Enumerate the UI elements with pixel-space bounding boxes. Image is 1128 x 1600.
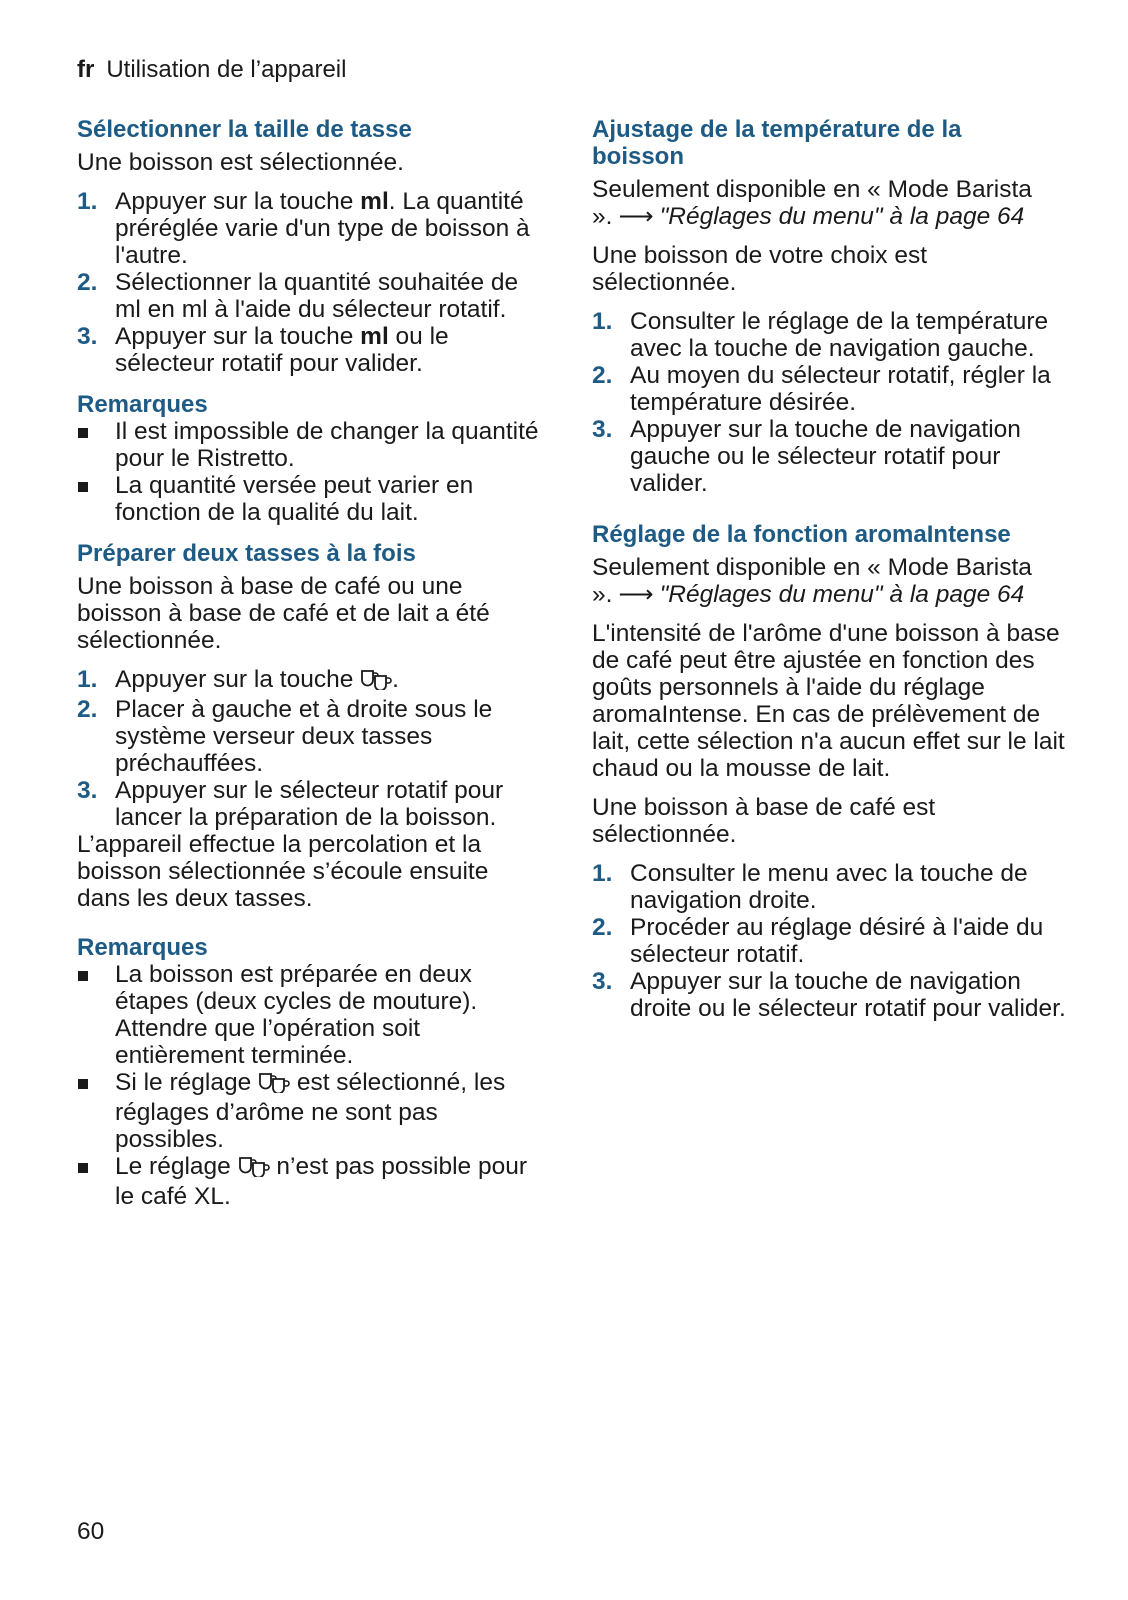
step-text: Appuyer sur la touche de navigation gauche ou le sélecteur rotatif pour valider. <box>630 416 1021 497</box>
step-number: 2. <box>592 362 613 389</box>
step-text: Procéder au réglage désiré à l'aide du sélecteur rotatif. <box>630 914 1044 968</box>
step-item <box>77 269 547 323</box>
ml-key-label: ml <box>360 323 389 350</box>
notes-list <box>77 418 547 526</box>
bullet-square-icon <box>78 1163 88 1173</box>
left-column <box>77 116 547 1224</box>
right-column <box>592 116 1067 1036</box>
note-item <box>77 472 547 526</box>
note-text: Si le réglage <box>115 1069 259 1096</box>
step-text: . <box>392 666 399 693</box>
step-text: . La quantité préréglée varie d'un type de boisson à l'autre. <box>115 188 530 269</box>
arrow-right-icon: ⟶ <box>618 203 654 230</box>
step-item <box>77 696 547 777</box>
step-text: Consulter le menu avec la touche de navigation droite. <box>630 860 1028 914</box>
step-item <box>77 188 547 269</box>
section-aromaintense <box>592 521 1067 1022</box>
notes-list <box>77 961 547 1210</box>
precondition: Une boisson de votre choix est sélectionnée. <box>592 242 928 296</box>
availability-text: Seulement disponible en « Mode Barista ». <box>592 176 1032 230</box>
result-text: L’appareil effectue la percolation et la boisson sélectionnée s’écoule ensuite dans les deux tasses. <box>77 831 489 912</box>
step-text: Au moyen du sélecteur rotatif, régler la température désirée. <box>630 362 1051 416</box>
chapter-title: Utilisation de l’appareil <box>106 56 347 83</box>
step-text: Placer à gauche et à droite sous le système verseur deux tasses préchauffées. <box>115 696 493 777</box>
step-number: 1. <box>77 666 98 693</box>
page-header <box>77 56 346 84</box>
availability-note <box>592 554 1067 608</box>
step-text: Appuyer sur la touche de navigation droite ou le sélecteur rotatif pour valider. <box>630 968 1066 1022</box>
steps-list <box>77 666 547 831</box>
availability-text: Seulement disponible en « Mode Barista ». <box>592 554 1032 608</box>
step-text: Appuyer sur la touche <box>115 666 361 693</box>
step-item <box>592 308 1067 362</box>
step-item <box>77 777 547 831</box>
step-number: 2. <box>592 914 613 941</box>
section-cup-size <box>77 116 547 526</box>
note-text: n’est pas possible pour le café XL. <box>115 1153 528 1210</box>
language-code: fr <box>77 56 95 83</box>
bullet-square-icon <box>78 428 88 438</box>
note-item <box>77 1069 547 1153</box>
step-text: Sélectionner la quantité souhaitée de ml en ml à l'aide du sélecteur rotatif. <box>115 269 519 323</box>
section-title-line: boisson <box>592 143 685 170</box>
note-text: Le réglage <box>115 1153 238 1180</box>
bullet-square-icon <box>78 971 88 981</box>
step-number: 2. <box>77 269 98 296</box>
double-cup-icon <box>238 1155 270 1183</box>
precondition: Une boisson est sélectionnée. <box>77 149 404 176</box>
step-number: 3. <box>77 323 98 350</box>
step-text: Consulter le réglage de la température avec la touche de navigation gauche. <box>630 308 1049 362</box>
steps-list <box>592 308 1067 497</box>
note-item <box>77 418 547 472</box>
section-title: Préparer deux tasses à la fois <box>77 540 416 567</box>
double-cup-icon <box>360 668 392 696</box>
note-text: La quantité versée peut varier en fonction de la qualité du lait. <box>115 472 474 526</box>
double-cup-icon <box>258 1071 290 1099</box>
bullet-square-icon <box>78 482 88 492</box>
step-number: 1. <box>592 308 613 335</box>
step-text: Appuyer sur le sélecteur rotatif pour lancer la préparation de la boisson. <box>115 777 504 831</box>
step-item <box>77 666 547 696</box>
availability-note <box>592 176 1067 230</box>
note-text: La boisson est préparée en deux étapes (deux cycles de mouture). Attendre que l’opération soit entièrement terminée. <box>115 961 478 1069</box>
section-title: Sélectionner la taille de tasse <box>77 116 412 143</box>
ml-key-label: ml <box>360 188 389 215</box>
step-item <box>592 416 1067 497</box>
section-title-line: Ajustage de la température de la <box>592 116 962 143</box>
section-title: Réglage de la fonction aromaIntense <box>592 521 1011 548</box>
precondition: Une boisson à base de café est sélectionnée. <box>592 794 936 848</box>
notes-title: Remarques <box>77 391 208 418</box>
section-temperature <box>592 116 1067 497</box>
arrow-right-icon: ⟶ <box>618 581 654 608</box>
step-number: 1. <box>592 860 613 887</box>
step-number: 2. <box>77 696 98 723</box>
step-text: Appuyer sur la touche <box>115 188 361 215</box>
section-two-cups <box>77 540 547 1210</box>
step-number: 1. <box>77 188 98 215</box>
cross-reference-link[interactable]: "Réglages du menu" à la page 64 <box>659 581 1025 608</box>
step-number: 3. <box>592 968 613 995</box>
bullet-square-icon <box>78 1079 88 1089</box>
description: L'intensité de l'arôme d'une boisson à base de café peut être ajustée en fonction des goûts personnels à l'aide du réglage aromaIntense. En cas de prélèvement de lait, cette sélection n'a aucun effet sur le lait chaud ou la mousse de lait. <box>592 620 1065 782</box>
cross-reference-link[interactable]: "Réglages du menu" à la page 64 <box>659 203 1025 230</box>
step-item <box>592 914 1067 968</box>
step-number: 3. <box>592 416 613 443</box>
precondition: Une boisson à base de café ou une boisson à base de café et de lait a été sélectionnée. <box>77 573 490 654</box>
notes-title: Remarques <box>77 934 208 961</box>
steps-list <box>592 860 1067 1022</box>
step-text: Appuyer sur la touche <box>115 323 361 350</box>
page-number: 60 <box>77 1518 105 1545</box>
steps-list <box>77 188 547 377</box>
step-item <box>592 968 1067 1022</box>
note-item <box>77 1153 547 1210</box>
step-item <box>592 362 1067 416</box>
section-title <box>592 116 1067 170</box>
note-text: Il est impossible de changer la quantité pour le Ristretto. <box>115 418 539 472</box>
step-item <box>592 860 1067 914</box>
step-text: ou le sélecteur rotatif pour valider. <box>115 323 449 377</box>
step-number: 3. <box>77 777 98 804</box>
note-text: est sélectionné, les réglages d’arôme ne sont pas possibles. <box>115 1069 506 1153</box>
note-item <box>77 961 547 1069</box>
step-item <box>77 323 547 377</box>
